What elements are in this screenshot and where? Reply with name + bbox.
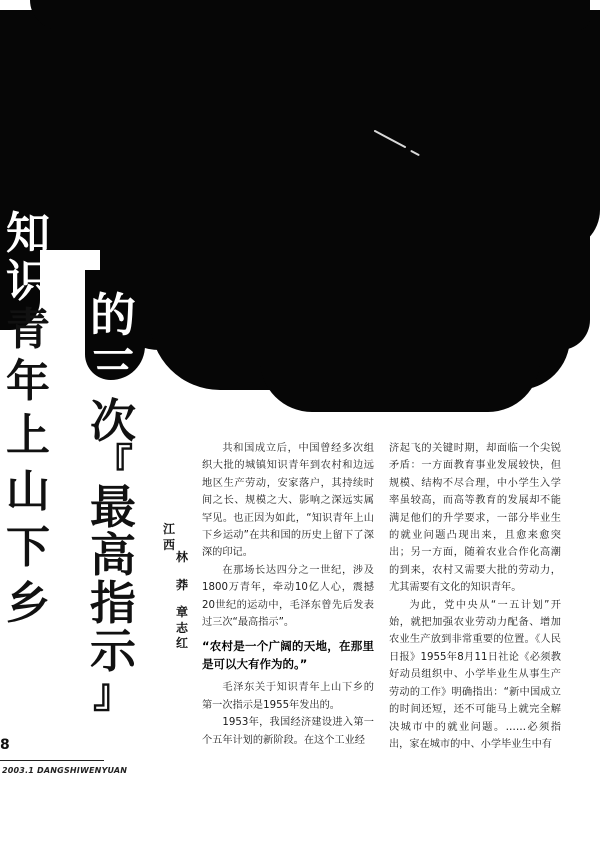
title-char: 识 <box>6 256 50 307</box>
title-char: 上 <box>6 410 50 461</box>
title-char: 高 <box>90 528 136 582</box>
byline-char: 志 <box>176 620 189 635</box>
title-char: 下 <box>6 522 50 573</box>
footer-rule <box>0 760 104 761</box>
title-char: 乡 <box>6 578 50 629</box>
title-char: 最 <box>90 480 136 534</box>
title-char: 』 <box>93 671 133 717</box>
byline-char: 章 <box>176 605 189 620</box>
title-char: 知 <box>6 208 50 259</box>
title-char: 青 <box>6 304 50 355</box>
title-char: 『 <box>93 441 133 487</box>
paragraph: 为此，党中央从“一五计划”开始，就把加强农业劳动力配备、增加农业生产放到非常重要的位置。《人民日报》1955年8月11日社论《必须教好动员组织中、小学毕业生从事生产劳动的工作》明确指出：“新中国成立的时间还短，还不可能马上就完全解决城市中的就业问题。……必须指出，家在城市的中、小学毕业生中有 <box>389 599 561 750</box>
paragraph: 1953年，我国经济建设进入第一个五年计划的新阶段。在这个工业经 <box>202 717 374 746</box>
title-char: 山 <box>6 466 50 517</box>
byline-char: 林 <box>176 550 189 564</box>
title-column-1 <box>6 208 50 629</box>
title-char: 指 <box>90 576 136 630</box>
title-char: 三 <box>90 342 136 396</box>
article-column-2 <box>389 440 561 758</box>
title-column-2 <box>90 288 136 717</box>
byline-char: 西 <box>163 537 176 552</box>
pull-quote: “农村是一个广阔的天地，在那里是可以大有作为的。” <box>202 639 374 672</box>
title-char: 的 <box>90 288 136 342</box>
byline-char: 江 <box>163 522 176 536</box>
title-char: 示 <box>90 624 136 678</box>
article-column-1 <box>202 440 374 758</box>
byline-author <box>176 550 188 652</box>
page-number: 8 <box>0 737 10 753</box>
paragraph: 共和国成立后，中国曾经多次组织大批的城镇知识青年到农村和边远地区生产劳动，安家落户，其持续时间之长、规模之大、影响之深远实属罕见。也正因为如此，“知识青年上山下乡运动”在共和国的历史上留下了深深的印记。 <box>202 443 374 559</box>
title-char: 年 <box>6 356 50 407</box>
paragraph: 毛泽东关于知识青年上山下乡的第一次指示是1955年发出的。 <box>202 682 374 711</box>
journal-footer: 2003.1 DANGSHIWENYUAN <box>2 766 128 775</box>
byline-char: 莽 <box>176 577 189 592</box>
title-char: 次 <box>90 394 136 448</box>
paragraph: 在那场长达四分之一世纪，涉及1800万青年，牵动10亿人心，震撼20世纪的运动中，毛泽东曾先后发表过三次“最高指示”。 <box>202 564 374 629</box>
byline-region <box>163 522 175 553</box>
byline-char: 红 <box>176 636 189 651</box>
paragraph: 济起飞的关键时期，却面临一个尖锐矛盾：一方面教育事业发展较快，但规模、结构不尽合理，中小学生入学率虽较高，而高等教育的发展却不能满足他们的升学要求，一部分毕业生的就业问题凸现出来，且愈来愈突出；另一方面，随着农业合作化高潮的到来，农村又需要大批的劳动力，尤其需要有文化的知识青年。 <box>389 443 561 594</box>
